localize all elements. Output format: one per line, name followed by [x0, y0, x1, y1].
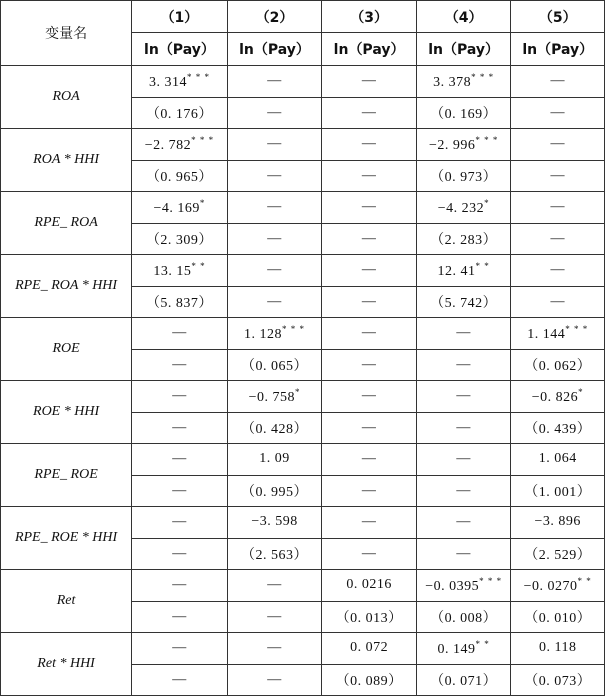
significance-stars: * * *: [186, 71, 210, 82]
significance-stars: * *: [475, 638, 490, 649]
significance-stars: * * *: [191, 134, 215, 145]
standard-error-cell: —: [322, 97, 417, 129]
coefficient-value: −2. 782: [144, 137, 192, 153]
coefficient-value: −3. 598: [251, 514, 298, 530]
coefficient-cell: [322, 507, 417, 539]
variable-name: RPE_ ROA: [1, 192, 132, 255]
coefficient-value: —: [456, 325, 471, 341]
standard-error-cell: —: [322, 160, 417, 192]
standard-error-cell: —: [132, 664, 228, 696]
table-row: [1, 507, 605, 539]
coefficient-value: —: [172, 451, 187, 467]
coefficient-value: 0. 149: [437, 641, 476, 657]
coefficient-value: −4. 169: [153, 200, 200, 216]
coefficient-value: 12. 41: [437, 263, 476, 279]
table-row: [1, 192, 605, 224]
coefficient-cell: [511, 192, 605, 224]
coefficient-value: —: [172, 325, 187, 341]
standard-error-cell: —: [322, 286, 417, 318]
coefficient-cell: [132, 66, 228, 98]
standard-error-cell: —: [322, 412, 417, 444]
coefficient-cell: [132, 255, 228, 287]
standard-error-cell: （1. 001）: [511, 475, 605, 507]
standard-error-cell: （0. 973）: [416, 160, 511, 192]
coefficient-value: —: [172, 388, 187, 404]
coefficient-value: —: [172, 577, 187, 593]
standard-error-cell: （0. 428）: [227, 412, 322, 444]
significance-stars: * * *: [475, 134, 499, 145]
coefficient-value: —: [361, 199, 377, 215]
standard-error-cell: （0. 008）: [416, 601, 511, 633]
coefficient-cell: [322, 633, 417, 665]
standard-error-cell: —: [511, 97, 605, 129]
standard-error-cell: （0. 062）: [511, 349, 605, 381]
coefficient-value: —: [267, 577, 282, 593]
coefficient-cell: [416, 255, 511, 287]
column-header-2: （2）: [227, 1, 322, 33]
standard-error-cell: —: [132, 475, 228, 507]
coefficient-value: —: [361, 514, 377, 530]
coefficient-cell: [132, 192, 228, 224]
significance-stars: *: [484, 197, 490, 208]
coefficient-value: —: [361, 73, 377, 89]
significance-stars: * *: [191, 260, 206, 271]
coefficient-cell: [511, 66, 605, 98]
standard-error-cell: —: [511, 286, 605, 318]
coefficient-cell: [511, 507, 605, 539]
dependent-variable-label: ln（Pay）: [132, 33, 228, 66]
standard-error-cell: —: [227, 223, 322, 255]
standard-error-cell: —: [322, 538, 417, 570]
coefficient-value: —: [550, 136, 565, 152]
coefficient-value: 1. 064: [538, 451, 577, 467]
coefficient-value: —: [550, 262, 565, 278]
coefficient-cell: [416, 318, 511, 350]
standard-error-cell: （2. 563）: [227, 538, 322, 570]
coefficient-value: —: [361, 262, 377, 278]
coefficient-cell: [132, 633, 228, 665]
coefficient-cell: [322, 381, 417, 413]
table-row: [1, 255, 605, 287]
coefficient-cell: [322, 444, 417, 476]
standard-error-cell: （0. 071）: [416, 664, 511, 696]
standard-error-cell: （2. 529）: [511, 538, 605, 570]
variable-name: RPE_ ROA * HHI: [1, 255, 132, 318]
significance-stars: * * *: [479, 575, 503, 586]
standard-error-cell: —: [132, 349, 228, 381]
standard-error-cell: —: [322, 223, 417, 255]
coefficient-cell: [322, 192, 417, 224]
coefficient-value: 0. 0216: [346, 577, 392, 593]
standard-error-cell: —: [416, 475, 511, 507]
standard-error-cell: —: [132, 538, 228, 570]
coefficient-value: —: [456, 451, 471, 467]
column-header-4: （4）: [416, 1, 511, 33]
coefficient-cell: [416, 444, 511, 476]
coefficient-cell: [511, 255, 605, 287]
coefficient-cell: [322, 255, 417, 287]
coefficient-value: −0. 0270: [523, 578, 578, 594]
coefficient-value: 3. 378: [433, 74, 472, 90]
significance-stars: *: [199, 197, 206, 208]
coefficient-cell: [416, 507, 511, 539]
coefficient-cell: [416, 129, 511, 161]
standard-error-cell: （0. 439）: [511, 412, 605, 444]
variable-name: ROE * HHI: [1, 381, 132, 444]
coefficient-cell: [227, 444, 322, 476]
standard-error-cell: （0. 995）: [227, 475, 322, 507]
standard-error-cell: —: [227, 664, 322, 696]
standard-error-cell: —: [227, 286, 322, 318]
table-body: [1, 66, 605, 696]
coefficient-value: 1. 128: [244, 326, 283, 342]
standard-error-cell: —: [511, 223, 605, 255]
table-row: [1, 570, 605, 602]
table-row: [1, 66, 605, 98]
coefficient-value: −0. 758: [248, 389, 295, 405]
coefficient-cell: [132, 381, 228, 413]
coefficient-cell: [227, 633, 322, 665]
coefficient-value: −4. 232: [437, 200, 485, 216]
coefficient-value: 0. 072: [350, 640, 389, 656]
coefficient-cell: [227, 507, 322, 539]
variable-name-header: 变量名: [1, 1, 132, 66]
coefficient-cell: [132, 444, 228, 476]
coefficient-value: —: [456, 514, 471, 530]
coefficient-value: —: [267, 640, 282, 656]
coefficient-cell: [132, 507, 228, 539]
standard-error-cell: —: [227, 601, 322, 633]
coefficient-cell: [416, 570, 511, 602]
significance-stars: * * *: [471, 71, 495, 82]
column-header-1: （1）: [132, 1, 228, 33]
coefficient-cell: [416, 381, 511, 413]
coefficient-value: 3. 314: [148, 74, 187, 90]
standard-error-cell: （2. 283）: [416, 223, 511, 255]
standard-error-cell: —: [227, 160, 322, 192]
coefficient-value: —: [267, 136, 282, 152]
dependent-variable-label: ln（Pay）: [416, 33, 511, 66]
coefficient-value: —: [550, 199, 565, 215]
coefficient-value: −0. 0395: [425, 578, 480, 594]
significance-stars: * *: [475, 260, 490, 271]
coefficient-cell: [511, 381, 605, 413]
standard-error-cell: （0. 073）: [511, 664, 605, 696]
coefficient-value: 1. 09: [259, 451, 290, 467]
variable-name: ROE: [1, 318, 132, 381]
column-header-3: （3）: [322, 1, 417, 33]
coefficient-cell: [511, 129, 605, 161]
coefficient-cell: [511, 318, 605, 350]
variable-name: RPE_ ROE * HHI: [1, 507, 132, 570]
dependent-variable-label: ln（Pay）: [227, 33, 322, 66]
standard-error-cell: —: [416, 412, 511, 444]
coefficient-cell: [227, 570, 322, 602]
coefficient-cell: [227, 192, 322, 224]
standard-error-cell: （0. 089）: [322, 664, 417, 696]
coefficient-cell: [132, 129, 228, 161]
standard-error-cell: —: [416, 349, 511, 381]
coefficient-value: −3. 896: [534, 514, 581, 530]
standard-error-cell: （0. 169）: [416, 97, 511, 129]
table-row: [1, 633, 605, 665]
coefficient-cell: [227, 255, 322, 287]
standard-error-cell: —: [132, 412, 228, 444]
coefficient-value: 1. 144: [527, 326, 566, 342]
coefficient-value: −0. 826: [531, 389, 579, 405]
coefficient-value: 13. 15: [153, 263, 192, 279]
coefficient-value: 0. 118: [538, 640, 577, 656]
coefficient-value: —: [267, 262, 282, 278]
standard-error-cell: （0. 065）: [227, 349, 322, 381]
table-row: [1, 381, 605, 413]
coefficient-cell: [227, 318, 322, 350]
coefficient-cell: [322, 129, 417, 161]
coefficient-cell: [227, 381, 322, 413]
coefficient-cell: [227, 129, 322, 161]
variable-name: Ret: [1, 570, 132, 633]
standard-error-cell: —: [132, 601, 228, 633]
coefficient-cell: [322, 570, 417, 602]
coefficient-value: —: [361, 451, 377, 467]
coefficient-value: —: [550, 73, 565, 89]
coefficient-cell: [511, 570, 605, 602]
coefficient-cell: [511, 633, 605, 665]
coefficient-value: —: [267, 199, 282, 215]
coefficient-value: −2. 996: [428, 137, 476, 153]
standard-error-cell: —: [511, 160, 605, 192]
coefficient-value: —: [172, 640, 187, 656]
significance-stars: * * *: [282, 323, 306, 334]
significance-stars: * * *: [565, 323, 589, 334]
standard-error-cell: —: [416, 538, 511, 570]
coefficient-value: —: [172, 514, 187, 530]
column-header-5: （5）: [511, 1, 605, 33]
standard-error-cell: （5. 837）: [132, 286, 228, 318]
coefficient-value: —: [361, 136, 377, 152]
dependent-variable-label: ln（Pay）: [322, 33, 417, 66]
variable-name: Ret * HHI: [1, 633, 132, 696]
table-row: [1, 444, 605, 476]
coefficient-value: —: [456, 388, 471, 404]
standard-error-cell: （5. 742）: [416, 286, 511, 318]
significance-stars: * *: [577, 575, 592, 586]
coefficient-cell: [227, 66, 322, 98]
coefficient-value: —: [361, 325, 377, 341]
coefficient-cell: [322, 318, 417, 350]
coefficient-cell: [511, 444, 605, 476]
variable-name: ROA * HHI: [1, 129, 132, 192]
coefficient-cell: [416, 192, 511, 224]
coefficient-cell: [132, 318, 228, 350]
table-row: [1, 129, 605, 161]
standard-error-cell: （0. 176）: [132, 97, 228, 129]
coefficient-cell: [416, 66, 511, 98]
standard-error-cell: —: [322, 349, 417, 381]
table-row: [1, 318, 605, 350]
coefficient-cell: [416, 633, 511, 665]
coefficient-cell: [132, 570, 228, 602]
significance-stars: *: [294, 386, 301, 397]
standard-error-cell: （2. 309）: [132, 223, 228, 255]
standard-error-cell: （0. 010）: [511, 601, 605, 633]
standard-error-cell: （0. 965）: [132, 160, 228, 192]
variable-name: ROA: [1, 66, 132, 129]
coefficient-cell: [322, 66, 417, 98]
standard-error-cell: （0. 013）: [322, 601, 417, 633]
coefficient-value: —: [267, 73, 282, 89]
standard-error-cell: —: [322, 475, 417, 507]
coefficient-value: —: [361, 388, 377, 404]
standard-error-cell: —: [227, 97, 322, 129]
variable-name: RPE_ ROE: [1, 444, 132, 507]
significance-stars: *: [578, 386, 584, 397]
dependent-variable-label: ln（Pay）: [511, 33, 605, 66]
